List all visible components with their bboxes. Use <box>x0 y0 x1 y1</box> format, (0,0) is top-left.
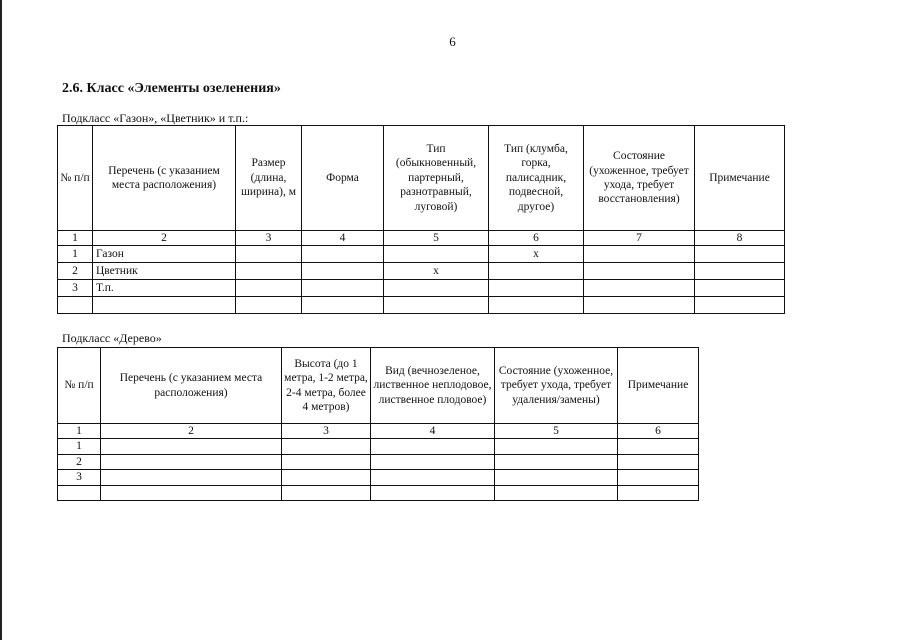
left-page-edge <box>0 0 2 640</box>
lawn-number-row <box>58 231 785 246</box>
row-number: 1 <box>58 246 93 263</box>
table-cell: x <box>489 246 584 263</box>
tree-header-cell: Высота (до 1 метра, 1-2 метра, 2-4 метра, более 4 метров) <box>282 348 371 424</box>
table-cell <box>695 246 785 263</box>
row-number <box>58 297 93 314</box>
table-cell <box>302 246 384 263</box>
table-cell <box>695 280 785 297</box>
table-cell <box>618 485 699 500</box>
table-cell <box>489 280 584 297</box>
tree-header-cell: № п/п <box>58 348 101 424</box>
table-cell <box>584 246 695 263</box>
tree-header-cell: Состояние (ухоженное, требует ухода, требует удаления/замены) <box>495 348 618 424</box>
table-row <box>58 280 785 297</box>
column-number: 5 <box>384 231 489 246</box>
tree-header-cell: Примечание <box>618 348 699 424</box>
column-number: 6 <box>489 231 584 246</box>
table-cell <box>236 263 302 280</box>
table-cell <box>101 470 282 485</box>
column-number: 2 <box>93 231 236 246</box>
table-cell <box>236 280 302 297</box>
table-cell <box>695 297 785 314</box>
table-cell <box>384 297 489 314</box>
column-number: 8 <box>695 231 785 246</box>
column-number: 3 <box>282 424 371 439</box>
table-cell <box>495 454 618 469</box>
row-name: Газон <box>93 246 236 263</box>
table-cell <box>489 297 584 314</box>
row-name: Цветник <box>93 263 236 280</box>
row-number: 3 <box>58 280 93 297</box>
column-number: 6 <box>618 424 699 439</box>
column-number: 1 <box>58 231 93 246</box>
table-cell <box>282 470 371 485</box>
table-cell <box>584 280 695 297</box>
table-cell <box>618 454 699 469</box>
lawn-header-cell: Тип (клумба, горка, палисадник, подвесной, другое) <box>489 126 584 231</box>
subclass-lawn-title: Подкласс «Газон», «Цветник» и т.п.: <box>62 111 249 125</box>
page-number: 6 <box>449 34 456 49</box>
row-number: 2 <box>58 263 93 280</box>
lawn-header-cell: Состояние (ухоженное, требует ухода, требует восстановления) <box>584 126 695 231</box>
table-cell <box>101 454 282 469</box>
row-number <box>58 485 101 500</box>
lawn-header-cell: № п/п <box>58 126 93 231</box>
table-cell <box>584 263 695 280</box>
column-number: 3 <box>236 231 302 246</box>
table-cell <box>495 439 618 454</box>
column-number: 7 <box>584 231 695 246</box>
table-cell <box>101 439 282 454</box>
column-number: 4 <box>371 424 495 439</box>
table-cell <box>618 439 699 454</box>
lawn-header-cell: Примечание <box>695 126 785 231</box>
table-row <box>58 470 699 485</box>
row-name <box>93 297 236 314</box>
table-row <box>58 297 785 314</box>
table-cell: x <box>384 263 489 280</box>
tree-table <box>57 347 699 501</box>
table-cell <box>371 439 495 454</box>
table-cell <box>371 485 495 500</box>
lawn-header-cell: Размер (длина, ширина), м <box>236 126 302 231</box>
table-cell <box>695 263 785 280</box>
row-number: 1 <box>58 439 101 454</box>
subclass-tree-title: Подкласс «Дерево» <box>62 331 162 345</box>
column-number: 2 <box>101 424 282 439</box>
table-cell <box>584 297 695 314</box>
table-cell <box>489 263 584 280</box>
column-number: 4 <box>302 231 384 246</box>
table-row <box>58 485 699 500</box>
table-cell <box>495 485 618 500</box>
table-cell <box>282 439 371 454</box>
table-cell <box>302 280 384 297</box>
table-cell <box>302 263 384 280</box>
row-number: 3 <box>58 470 101 485</box>
table-cell <box>384 280 489 297</box>
row-name: Т.п. <box>93 280 236 297</box>
table-row <box>58 263 785 280</box>
table-row <box>58 439 699 454</box>
tree-number-row <box>58 424 699 439</box>
table-cell <box>618 470 699 485</box>
tree-header-cell: Перечень (с указанием места расположения) <box>101 348 282 424</box>
table-cell <box>371 470 495 485</box>
table-cell <box>282 485 371 500</box>
table-cell <box>302 297 384 314</box>
table-cell <box>101 485 282 500</box>
lawn-header-cell: Перечень (с указанием места расположения) <box>93 126 236 231</box>
table-cell <box>236 297 302 314</box>
table-cell <box>495 470 618 485</box>
row-number: 2 <box>58 454 101 469</box>
table-row <box>58 246 785 263</box>
lawn-table <box>57 125 785 314</box>
lawn-header-cell: Форма <box>302 126 384 231</box>
column-number: 5 <box>495 424 618 439</box>
lawn-header-cell: Тип (обыкновенный, партерный, разнотравный, луговой) <box>384 126 489 231</box>
table-cell <box>282 454 371 469</box>
section-title: 2.6. Класс «Элементы озеленения» <box>62 81 281 96</box>
table-cell <box>384 246 489 263</box>
table-row <box>58 454 699 469</box>
table-cell <box>236 246 302 263</box>
table-cell <box>371 454 495 469</box>
column-number: 1 <box>58 424 101 439</box>
tree-header-cell: Вид (вечнозеленое, лиственное неплодовое, лиственное плодовое) <box>371 348 495 424</box>
